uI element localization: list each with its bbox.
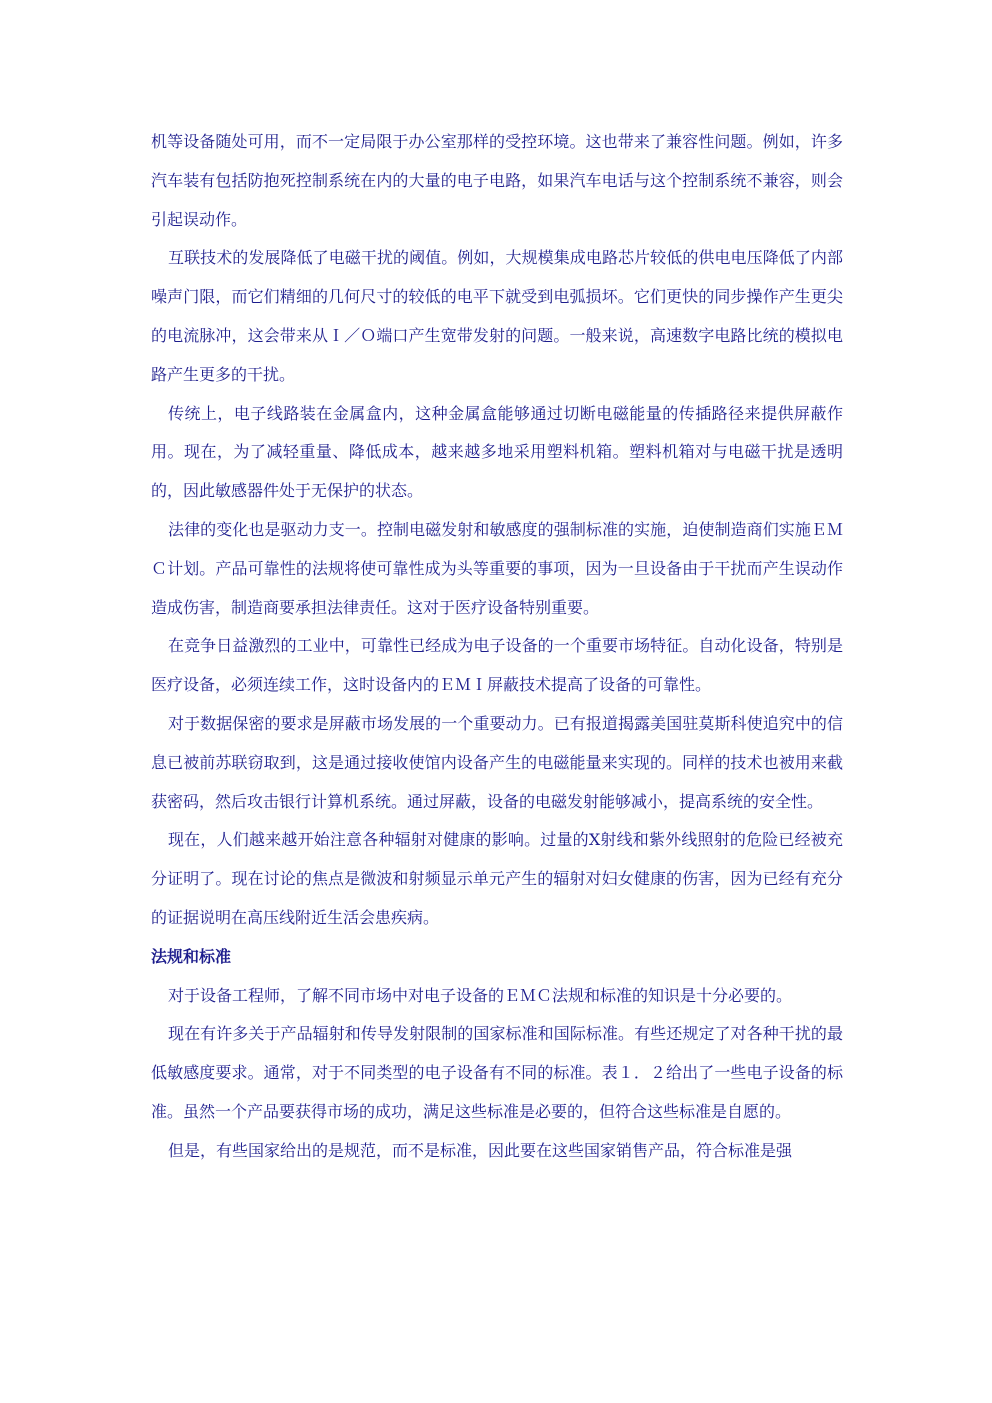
paragraph-reliability: 在竞争日益激烈的工业中，可靠性已经成为电子设备的一个重要市场特征。自动化设备，特别是医疗设备，必须连续工作，这时设备内的ＥＭＩ屏蔽技术提高了设备的可靠性。 (151, 636, 843, 695)
paragraph-emc-knowledge: 对于设备工程师，了解不同市场中对电子设备的ＥＭＣ法规和标准的知识是十分必要的。 (168, 985, 793, 1005)
section-heading: 法规和标准 (151, 946, 232, 966)
paragraph-regulations: 但是，有些国家给出的是规范，而不是标准，因此要在这些国家销售产品，符合标准是强 (168, 1140, 793, 1160)
paragraph-interconnect-technology: 互联技术的发展降低了电磁干扰的阈值。例如，大规模集成电路芯片较低的供电电压降低了内部噪声门限，而它们精细的几何尺寸的较低的电平下就受到电弧损坏。它们更快的同步操作产生更尖的电流脉冲，这会带来从Ｉ／Ｏ端口产生宽带发射的问题。一般来说，高速数字电路比统的模拟电路产生更多的干扰。 (151, 248, 843, 384)
paragraph-data-security: 对于数据保密的要求是屏蔽市场发展的一个重要动力。已有报道揭露美国驻莫斯科使追究中的信息已被前苏联窃取到，这是通过接收使馆内设备产生的电磁能量来实现的。同样的技术也被用来截获密码，然后攻击银行计算机系统。通过屏蔽，设备的电磁发射能够减小，提高系统的安全性。 (151, 713, 843, 811)
paragraph-legal-changes: 法律的变化也是驱动力支一。控制电磁发射和敏感度的强制标准的实施，迫使制造商们实施ＥＭＣ计划。产品可靠性的法规将使可靠性成为头等重要的事项，因为一旦设备由于干扰而产生误动作造成伤害，制造商要承担法律责任。这对于医疗设备特别重要。 (151, 519, 843, 617)
paragraph-health-effects: 现在，人们越来越开始注意各种辐射对健康的影响。过量的X射线和紫外线照射的危险已经被充分证明了。现在讨论的焦点是微波和射频显示单元产生的辐射对妇女健康的伤害，因为已经有充分的证据说明在高压线附近生活会患疾病。 (151, 830, 843, 927)
document-body (151, 123, 843, 1171)
paragraph-metal-enclosure: 传统上，电子线路装在金属盒内，这种金属盒能够通过切断电磁能量的传插路径来提供屏蔽作用。现在，为了减轻重量、降低成本，越来越多地采用塑料机箱。塑料机箱对与电磁干扰是透明的，因此敏感器件处于无保护的状态。 (151, 403, 843, 501)
paragraph-standards: 现在有许多关于产品辐射和传导发射限制的国家标准和国际标准。有些还规定了对各种干扰的最低敏感度要求。通常，对于不同类型的电子设备有不同的标准。表１．２给出了一些电子设备的标准。虽然一个产品要获得市场的成功，满足这些标准是必要的，但符合这些标准是自愿的。 (151, 1024, 843, 1121)
paragraph-continuation: 机等设备随处可用，而不一定局限于办公室那样的受控环境。这也带来了兼容性问题。例如，许多汽车装有包括防抱死控制系统在内的大量的电子电路，如果汽车电话与这个控制系统不兼容，则会引起误动作。 (151, 132, 843, 229)
